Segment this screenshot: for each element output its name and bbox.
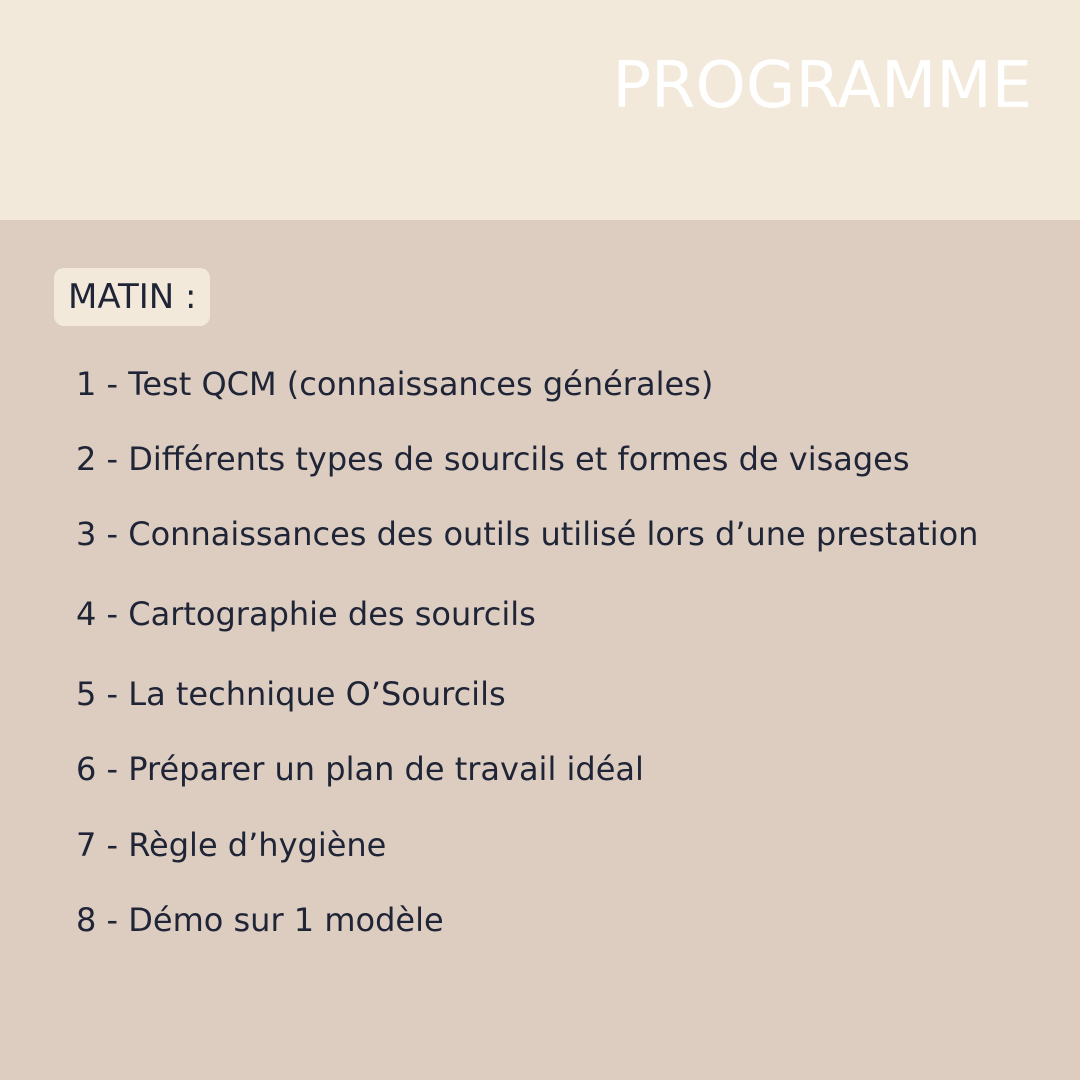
program-item-8: 8 - Démo sur 1 modèle: [76, 901, 444, 939]
program-content: [0, 220, 1080, 1080]
program-item-6: 6 - Préparer un plan de travail idéal: [76, 750, 644, 788]
header-banner: [0, 0, 1080, 220]
program-item-3: 3 - Connaissances des outils utilisé lors d’une prestation: [76, 515, 979, 553]
program-item-4: 4 - Cartographie des sourcils: [76, 595, 536, 633]
page-title: PROGRAMME: [612, 49, 1032, 123]
program-item-1: 1 - Test QCM (connaissances générales): [76, 365, 714, 403]
morning-section-label: MATIN :: [54, 268, 210, 326]
program-item-7: 7 - Règle d’hygiène: [76, 826, 387, 864]
program-item-5: 5 - La technique O’Sourcils: [76, 675, 506, 713]
program-item-2: 2 - Différents types de sourcils et formes de visages: [76, 440, 910, 478]
